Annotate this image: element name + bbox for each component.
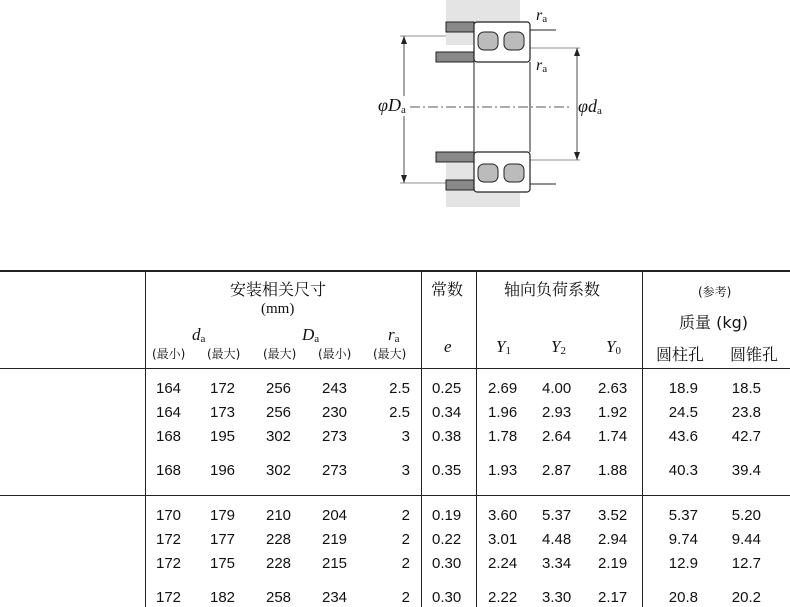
da-max-cell: 175 [210,555,236,572]
header-bottom-rule [0,368,790,369]
ra-max-cell: 3 [401,428,410,445]
tapered-bore-header: 圆锥孔 [730,345,779,364]
ra-label-middle: ra [536,57,548,75]
ra-max-cell: 2.5 [389,380,410,397]
ra-max-cell: 2 [401,555,410,572]
e-column-header: e [444,337,452,356]
y2-cell: 2.93 [542,404,572,421]
da-max-cell: 173 [210,404,236,421]
Da-max-cell: 228 [266,555,292,572]
Da-min-cell: 234 [322,589,348,606]
y2-column-header: Y2 [551,337,566,357]
Da-min-label: (最小) [318,347,352,361]
y2-cell: 3.30 [542,589,572,606]
shaft-shoulder-bottom [446,180,474,190]
ra-max-cell: 2 [401,589,410,606]
y0-cell: 1.88 [598,462,628,479]
da-min-cell: 168 [156,462,182,479]
y0-cell: 2.94 [598,531,628,548]
Da-min-cell: 215 [322,555,348,572]
mass-cyl-cell: 9.74 [668,531,698,548]
Da-min-cell: 273 [322,428,348,445]
Da-column-header: Da [302,325,320,345]
da-max-cell: 179 [210,507,236,524]
y1-cell: 3.60 [488,507,518,524]
da-max-cell: 195 [210,428,236,445]
y2-cell: 4.00 [542,380,572,397]
ra-column-header: ra [388,325,400,345]
group-separator-rule [0,495,790,496]
y1-column-header: Y1 [496,337,511,357]
mass-tap-cell: 12.7 [731,555,761,572]
y2-cell: 3.34 [542,555,572,572]
Da-max-cell: 302 [266,462,292,479]
y1-cell: 3.01 [488,531,518,548]
mass-tap-cell: 5.20 [731,507,761,524]
da-min-cell: 172 [156,589,182,606]
y1-cell: 1.78 [488,428,518,445]
y0-cell: 2.19 [598,555,628,572]
bearing-dimension-table [0,270,790,607]
ra-max-cell: 2.5 [389,404,410,421]
mass-cyl-cell: 12.9 [668,555,698,572]
da-min-cell: 172 [156,531,182,548]
column-divider [476,270,477,607]
mass-cyl-cell: 43.6 [668,428,698,445]
constant-title: 常数 [431,280,464,299]
y1-cell: 1.96 [488,404,518,421]
mass-cyl-cell: 24.5 [668,404,698,421]
Da-min-cell: 273 [322,462,348,479]
ra-max-cell: 2 [401,507,410,524]
da-label: φda [578,96,602,117]
Da-max-label: (最大) [263,347,297,361]
mass-tap-cell: 39.4 [731,462,761,479]
ra-max-label: (最大) [373,347,407,361]
e-cell: 0.30 [432,589,462,606]
y2-cell: 2.64 [542,428,572,445]
da-max-cell: 182 [210,589,236,606]
mass-cyl-cell: 5.37 [668,507,698,524]
y0-cell: 1.74 [598,428,628,445]
e-cell: 0.34 [432,404,462,421]
mass-tap-cell: 20.2 [731,589,761,606]
shaft-shoulder-top [446,22,474,32]
table-top-rule [0,270,790,272]
mounting-dimensions-title: 安装相关尺寸 [230,280,327,299]
reference-label: (参考) [698,285,732,299]
da-min-cell: 170 [156,507,182,524]
e-cell: 0.38 [432,428,462,445]
ra-label-top: ra [536,7,548,25]
Da-min-cell: 243 [322,380,348,397]
y1-cell: 1.93 [488,462,518,479]
Da-min-cell: 204 [322,507,348,524]
Da-max-cell: 256 [266,380,292,397]
mass-tap-cell: 9.44 [731,531,761,548]
da-column-header: da [192,325,206,345]
bearing-mounting-diagram [380,0,580,215]
column-divider [145,270,146,607]
Da-label: φDa [378,95,406,116]
e-cell: 0.25 [432,380,462,397]
mass-title: 质量 (kg) [679,313,748,332]
mass-tap-cell: 23.8 [731,404,761,421]
ra-max-cell: 3 [401,462,410,479]
y2-cell: 2.87 [542,462,572,479]
e-cell: 0.19 [432,507,462,524]
da-max-label: (最大) [207,347,241,361]
da-min-cell: 168 [156,428,182,445]
Da-max-cell: 302 [266,428,292,445]
e-cell: 0.35 [432,462,462,479]
y2-cell: 5.37 [542,507,572,524]
y0-cell: 2.17 [598,589,628,606]
cylindrical-bore-header: 圆柱孔 [656,345,705,364]
mass-cyl-cell: 20.8 [668,589,698,606]
column-divider [642,270,643,607]
y1-cell: 2.69 [488,380,518,397]
column-divider [421,270,422,607]
da-min-cell: 172 [156,555,182,572]
mass-cyl-cell: 18.9 [668,380,698,397]
da-max-cell: 196 [210,462,236,479]
e-cell: 0.22 [432,531,462,548]
y0-cell: 2.63 [598,380,628,397]
ra-max-cell: 2 [401,531,410,548]
y0-cell: 3.52 [598,507,628,524]
y1-cell: 2.22 [488,589,518,606]
da-min-cell: 164 [156,404,182,421]
Da-max-cell: 258 [266,589,292,606]
e-cell: 0.30 [432,555,462,572]
axial-load-factor-title: 轴向负荷系数 [504,280,601,299]
Da-min-cell: 219 [322,531,348,548]
mass-cyl-cell: 40.3 [668,462,698,479]
mass-tap-cell: 18.5 [731,380,761,397]
da-max-cell: 172 [210,380,236,397]
y2-cell: 4.48 [542,531,572,548]
Da-max-cell: 228 [266,531,292,548]
da-max-cell: 177 [210,531,236,548]
Da-max-cell: 210 [266,507,292,524]
unit-label: (mm) [261,301,295,317]
y1-cell: 2.24 [488,555,518,572]
Da-min-cell: 230 [322,404,348,421]
da-min-cell: 164 [156,380,182,397]
bearing-cross-section [380,0,580,215]
y0-column-header: Y0 [606,337,621,357]
mass-tap-cell: 42.7 [731,428,761,445]
y0-cell: 1.92 [598,404,628,421]
da-min-label: (最小) [152,347,186,361]
Da-max-cell: 256 [266,404,292,421]
